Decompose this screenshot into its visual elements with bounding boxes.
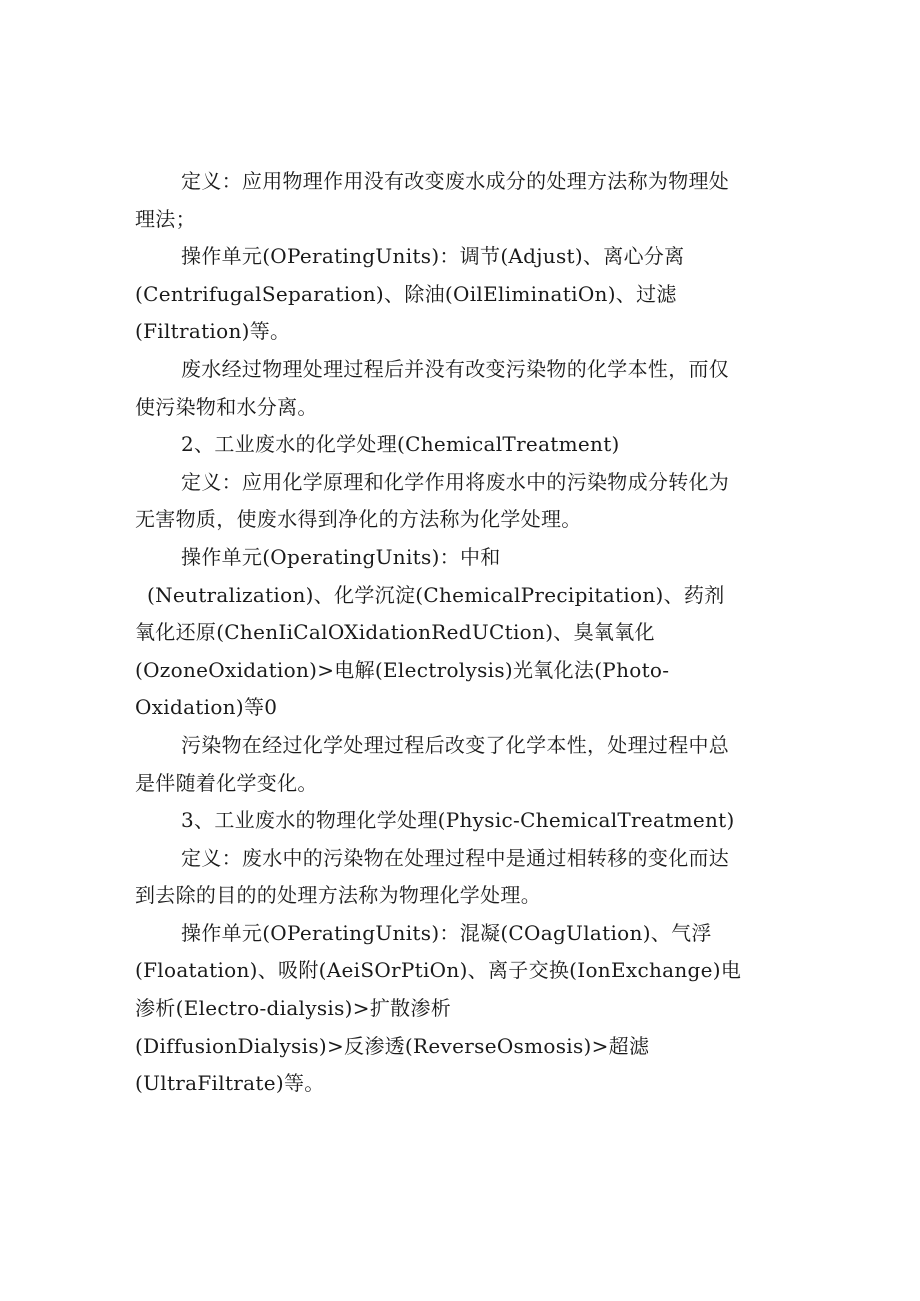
- physical-note-line-2: 使污染物和水分离。: [135, 394, 318, 419]
- chemical-definition-line-1: 定义：应用化学原理和化学作用将废水中的污染物成分转化为: [181, 469, 730, 494]
- physico-chemical-units-line-3: 渗析(Electro-dialysis)>扩散渗析: [135, 996, 452, 1021]
- chemical-units-line-5: Oxidation)等0: [135, 695, 278, 720]
- physical-definition-line-2: 理法；: [135, 206, 196, 231]
- chemical-heading: 2、工业废水的化学处理(ChemicalTreatment): [181, 432, 620, 457]
- physico-chemical-heading: 3、工业废水的物理化学处理(Physic-ChemicalTreatment): [181, 808, 735, 833]
- chemical-units-line-2: (Neutralization)、化学沉淀(ChemicalPrecipitation)、药剂: [147, 582, 725, 607]
- chemical-units-line-1: 操作单元(OperatingUnits)：中和: [181, 544, 501, 569]
- chemical-note-line-1: 污染物在经过化学处理过程后改变了化学本性，处理过程中总: [181, 732, 730, 757]
- physical-units-line-3: (Filtration)等。: [135, 319, 291, 344]
- physical-units-line-2: (CentrifugalSeparation)、除油(OilEliminatiOn)、过滤: [135, 281, 677, 306]
- chemical-units-line-3: 氧化还原(ChenIiCalOXidationRedUCtion)、臭氧氧化: [135, 620, 655, 645]
- chemical-definition-line-2: 无害物质，使废水得到净化的方法称为化学处理。: [135, 507, 582, 532]
- physico-chemical-definition-line-1: 定义：废水中的污染物在处理过程中是通过相转移的变化而达: [181, 845, 730, 870]
- physical-units-line-1: 操作单元(OPeratingUnits)：调节(Adjust)、离心分离: [181, 244, 685, 269]
- physico-chemical-definition-line-2: 到去除的目的的处理方法称为物理化学处理。: [135, 883, 541, 908]
- physico-chemical-units-line-5: (UltraFiltrate)等。: [135, 1071, 325, 1096]
- chemical-units-line-4: (OzoneOxidation)>电解(Electrolysis)光氧化法(Photo-: [135, 657, 670, 682]
- physico-chemical-units-line-2: (Floatation)、吸附(AeiSOrPtiOn)、离子交换(IonExchange)电: [135, 958, 742, 983]
- chemical-note-line-2: 是伴随着化学变化。: [135, 770, 318, 795]
- physical-note-line-1: 废水经过物理处理过程后并没有改变污染物的化学本性，而仅: [181, 356, 730, 381]
- physico-chemical-units-line-1: 操作单元(OPeratingUnits)：混凝(COagUlation)、气浮: [181, 920, 712, 945]
- document-body: [135, 163, 775, 1103]
- physico-chemical-units-line-4: (DiffusionDialysis)>反渗透(ReverseOsmosis)>超滤: [135, 1033, 650, 1058]
- physical-definition-line-1: 定义：应用物理作用没有改变废水成分的处理方法称为物理处: [181, 169, 730, 193]
